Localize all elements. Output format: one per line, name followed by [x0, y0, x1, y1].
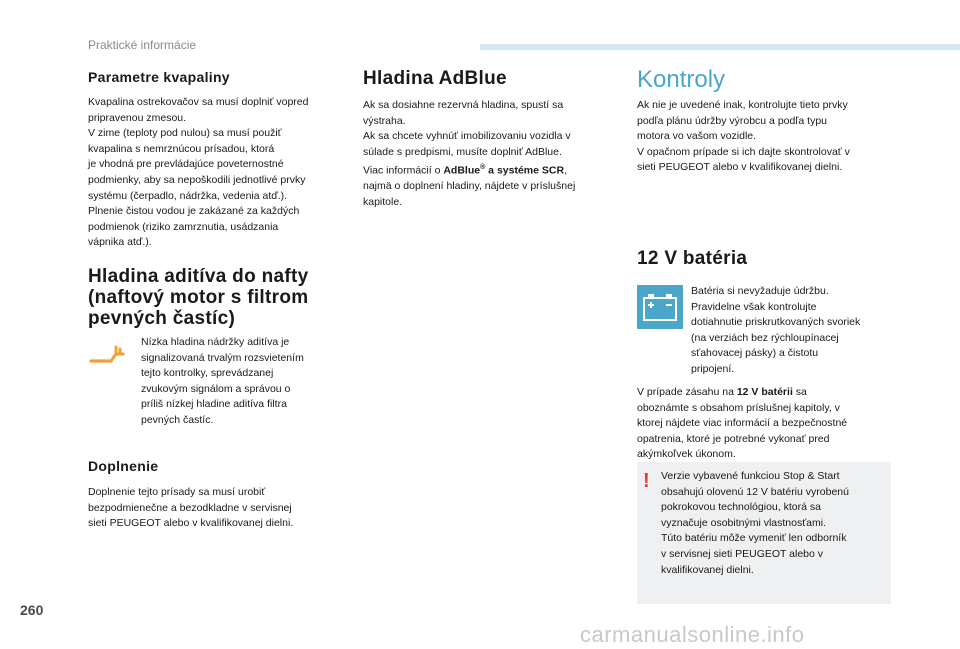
- text-line: Pravidelne však kontrolujte: [691, 300, 817, 313]
- heading-line: pevných častíc): [88, 308, 236, 329]
- text-line: kvalifikovanej dielni.: [661, 563, 754, 576]
- text-line: V zime (teploty pod nulou) sa musí použiť: [88, 127, 282, 140]
- battery-term: 12 V batérii: [736, 386, 793, 398]
- battery-icon: [637, 285, 683, 329]
- bateria-heading: 12 V batéria: [637, 248, 748, 269]
- text-line: v servisnej sieti PEUGEOT alebo v: [661, 547, 824, 560]
- text-line: Túto batériu môže vymeniť len odborník: [661, 532, 847, 545]
- warning-text: [661, 469, 889, 578]
- adblue-text: [363, 98, 608, 211]
- text-fragment: ,: [564, 164, 567, 177]
- text-line: sieti PEUGEOT alebo v kvalifikovanej dielni.: [637, 161, 843, 174]
- battery-icon-graphic: [637, 285, 683, 329]
- text-fragment: Viac informácií o: [363, 164, 444, 177]
- watermark: carmanualsonline.info: [580, 622, 805, 647]
- text-line: vápnika atď.).: [88, 236, 152, 249]
- text-line: najmä o doplnení hladiny, nájdete v príslušnej: [363, 180, 576, 193]
- text-line: kapitole.: [363, 196, 403, 209]
- text-line: sťahovacej pásky) a čistotu: [691, 347, 819, 360]
- bateria-text: [691, 284, 891, 378]
- text-line: akýmkoľvek úkonom.: [637, 448, 736, 461]
- doplnenie-text: [88, 485, 353, 532]
- text-line: podľa plánu údržby výrobcu a podľa typu: [637, 114, 827, 127]
- text-line: Doplnenie tejto prísady sa musí urobiť: [88, 486, 266, 498]
- aditiva-text: [141, 335, 346, 429]
- doplnenie-heading: Doplnenie: [88, 458, 159, 474]
- text-line: Ak sa chcete vyhnúť imobilizovaniu vozidla v: [363, 130, 571, 143]
- text-line: V opačnom prípade si ich dajte skontrolovať v: [637, 145, 850, 158]
- text-line: [363, 160, 608, 179]
- text-line: súlade s predpismi, musíte doplniť AdBlue.: [363, 145, 562, 158]
- text-line: Nízka hladina nádržky aditíva je: [141, 336, 290, 348]
- text-fragment: V prípade zásahu na: [637, 386, 737, 398]
- warning-icon: !: [643, 470, 650, 492]
- text-line: signalizovaná trvalým rozsvietením: [141, 351, 304, 364]
- text-line: pevných častíc.: [141, 413, 214, 426]
- text-line: zvukovým signálom a správou o: [141, 382, 291, 395]
- kontroly-text: [637, 98, 892, 176]
- text-line: systému (čerpadlo, nádržka, vedenia atď.).: [88, 189, 288, 202]
- text-line: Ak sa dosiahne rezervná hladina, spustí sa: [363, 99, 564, 111]
- text-line: pripojení.: [691, 362, 735, 375]
- aditiva-heading: [88, 266, 353, 329]
- text-fragment: sa: [792, 386, 807, 398]
- text-line: dotiahnutie priskrutkovaných svoriek: [691, 316, 861, 329]
- text-line: obsahujú olovenú 12 V batériu vyrobenú: [661, 485, 849, 498]
- text-line: podmienky, aby sa nepoškodili jednotlivé prvky: [88, 173, 306, 186]
- adblue-term: AdBlue: [443, 164, 481, 177]
- text-line: (na verziách bez rýchloupínacej: [691, 331, 839, 344]
- text-line: pokrokovou technológiou, ktorá sa: [661, 501, 821, 514]
- text-line: Kvapalina ostrekovačov sa musí doplniť vopred: [88, 96, 309, 108]
- section-header: Praktické informácie: [88, 38, 197, 52]
- kontroly-heading: Kontroly: [637, 66, 726, 93]
- text-line: pripravenou zmesou.: [88, 111, 187, 124]
- text-line: sieti PEUGEOT alebo v kvalifikovanej dielni.: [88, 517, 294, 530]
- text-line: ktorej nájdete viac informácií a bezpečnostné: [637, 417, 848, 430]
- parametre-text: [88, 95, 353, 251]
- text-line: oboznámte s obsahom príslušnej kapitoly, v: [637, 401, 840, 414]
- text-line: Verzie vybavené funkciou Stop & Start: [661, 470, 840, 482]
- heading-line: Hladina aditíva do nafty: [88, 266, 309, 287]
- text-line: Plnenie čistou vodou je zakázané za každých: [88, 205, 300, 218]
- text-line: príliš nízkej hladine aditíva filtra: [141, 398, 287, 411]
- additive-warning-icon: [89, 341, 127, 367]
- page-number: 260: [20, 602, 44, 618]
- header-bar: [480, 44, 960, 50]
- text-line: kvapalina s nemrznúcou prísadou, ktorá: [88, 142, 275, 155]
- text-line: vyznačuje osobitnými vlastnosťami.: [661, 516, 827, 529]
- text-line: tejto kontrolky, sprevádzanej: [141, 367, 274, 380]
- registered-mark: ®: [480, 164, 486, 172]
- text-line: podmienok (riziko zamrznutia, usádzania: [88, 220, 279, 233]
- adblue-heading: Hladina AdBlue: [363, 68, 507, 89]
- text-line: opatrenia, ktoré je potrebné vykonať pred: [637, 432, 830, 445]
- parametre-heading: Parametre kvapaliny: [88, 69, 230, 85]
- text-line: Ak nie je uvedené inak, kontrolujte tieto prvky: [637, 99, 848, 111]
- scr-term: a systéme SCR: [485, 164, 565, 177]
- zasah-text: [637, 385, 892, 463]
- heading-line: (naftový motor s filtrom: [88, 287, 309, 308]
- text-line: motora vo vašom vozidle.: [637, 130, 757, 143]
- text-line: Batéria si nevyžaduje údržbu.: [691, 285, 829, 297]
- text-line: je vhodná pre prevládajúce poveternostné: [88, 158, 284, 171]
- text-line: [637, 385, 892, 401]
- text-line: výstraha.: [363, 114, 406, 127]
- text-line: bezpodmienečne a bezodkladne v servisnej: [88, 501, 292, 514]
